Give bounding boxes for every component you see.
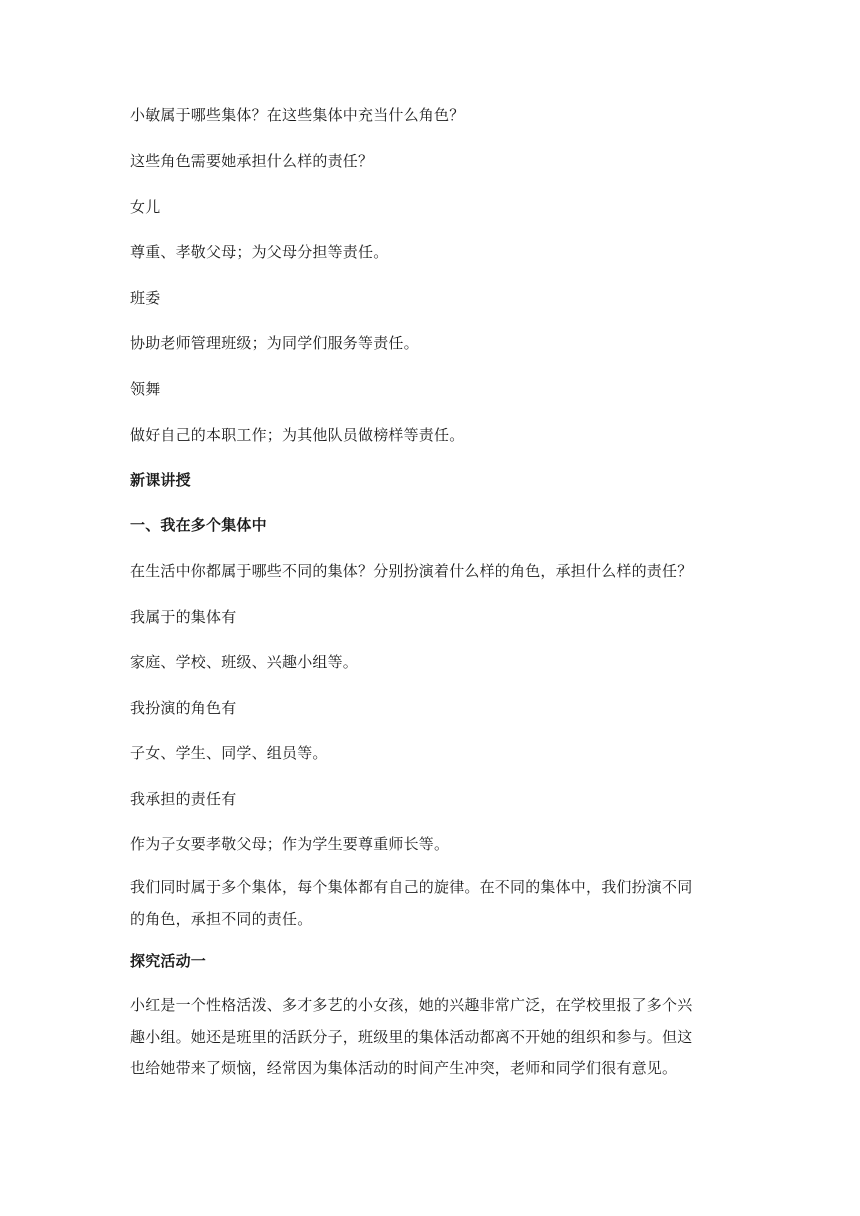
- activity-question: 在生活中你都属于哪些不同的集体？分别扮演着什么样的角色，承担什么样的责任？: [130, 562, 693, 580]
- question-line-2: 这些角色需要她承担什么样的责任？: [130, 152, 374, 170]
- role-class-committee: 班委: [130, 289, 161, 307]
- label-responsibilities: 我承担的责任有: [130, 790, 237, 808]
- story-line-3: 也给她带来了烦恼，经常因为集体活动的时间产生冲突，老师和同学们很有意见。: [130, 1059, 678, 1077]
- story-paragraph: [130, 990, 730, 1085]
- answer-groups: 家庭、学校、班级、兴趣小组等。: [130, 653, 359, 671]
- role-daughter: 女儿: [130, 198, 161, 216]
- label-roles: 我扮演的角色有: [130, 699, 237, 717]
- summary-line-1: 我们同时属于多个集体，每个集体都有自己的旋律。在不同的集体中，我们扮演不同: [130, 878, 693, 896]
- summary-paragraph: [130, 872, 730, 935]
- responsibility-class-committee: 协助老师管理班级；为同学们服务等责任。: [130, 334, 419, 352]
- responsibility-lead-dancer: 做好自己的本职工作；为其他队员做榜样等责任。: [130, 426, 465, 444]
- question-line-1: 小敏属于哪些集体？在这些集体中充当什么角色？: [130, 106, 465, 124]
- section-title: 新课讲授: [130, 471, 191, 489]
- answer-roles: 子女、学生、同学、组员等。: [130, 744, 328, 762]
- label-groups: 我属于的集体有: [130, 608, 237, 626]
- story-line-2: 趣小组。她还是班里的活跃分子，班级里的集体活动都离不开她的组织和参与。但这: [130, 1027, 693, 1046]
- summary-line-2: 的角色，承担不同的责任。: [130, 909, 313, 928]
- story-line-1: 小红是一个性格活泼、多才多艺的小女孩，她的兴趣非常广泛，在学校里报了多个兴: [130, 996, 693, 1014]
- role-lead-dancer: 领舞: [130, 380, 161, 398]
- responsibility-daughter: 尊重、孝敬父母；为父母分担等责任。: [130, 243, 389, 261]
- activity-title: 探究活动一: [130, 952, 207, 970]
- answer-responsibilities: 作为子女要孝敬父母；作为学生要尊重师长等。: [130, 835, 450, 853]
- subsection-title: 一、我在多个集体中: [130, 516, 267, 534]
